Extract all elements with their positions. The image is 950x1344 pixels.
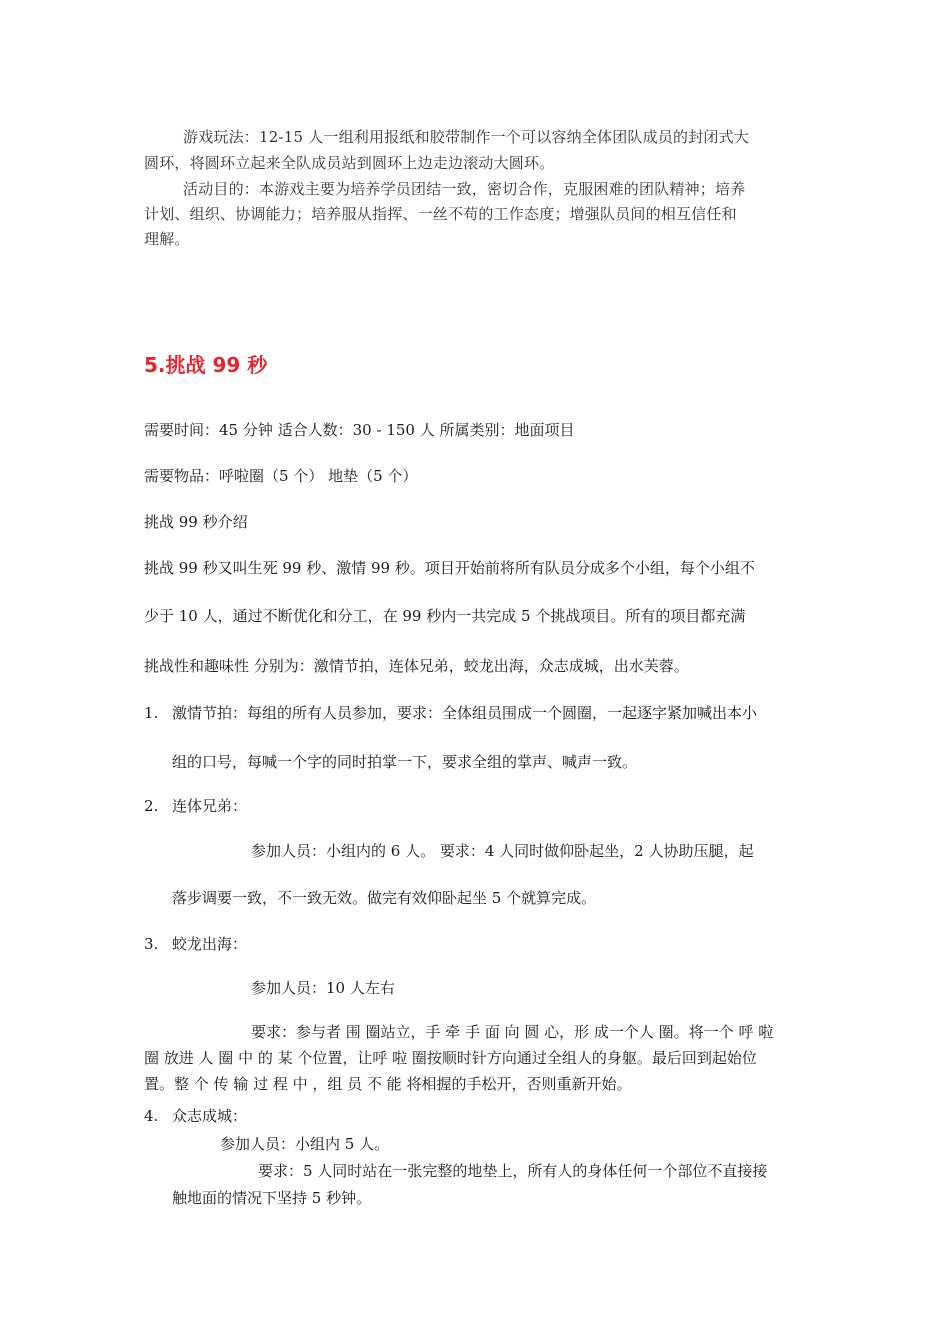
list-4-line1: 参加人员：小组内 5 人。 xyxy=(220,1135,390,1153)
intro-para2-line1: 活动目的：本游戏主要为培养学员团结一致，密切合作，克服困难的团队精神；培养 xyxy=(183,180,746,198)
list-4-title: 众志成城： xyxy=(172,1107,248,1125)
list-3-line1: 参加人员：10 人左右 xyxy=(251,979,395,997)
list-4-line2: 要求：5 人同时站在一张完整的地垫上，所有人的身体任何一个部位不直接接 xyxy=(258,1162,768,1180)
list-1-line2: 组的口号，每喊一个字的同时拍掌一下，要求全组的掌声、喊声一致。 xyxy=(172,753,638,771)
list-2-line1: 参加人员：小组内的 6 人。 要求：4 人同时做仰卧起坐，2 人协助压腿，起 xyxy=(251,842,754,860)
section-title: 5.挑战 99 秒 xyxy=(144,353,268,377)
list-number-3: 3. xyxy=(144,935,159,953)
list-4-line3: 触地面的情况下坚持 5 秒钟。 xyxy=(172,1189,372,1207)
list-2-line2: 落步调要一致，不一致无效。做完有效仰卧起坐 5 个就算完成。 xyxy=(172,889,597,907)
items-line: 需要物品：呼啦圈（5 个） 地垫（5 个） xyxy=(144,467,418,485)
list-1-line1: 激情节拍：每组的所有人员参加，要求：全体组员围成一个圆圈，一起逐字紧加喊出本小 xyxy=(172,704,758,722)
list-3-line2: 要求：参与者 围 圈站立，手 牵 手 面 向 圆 心，形 成一个人 圈。将一个 呼 啦 xyxy=(251,1023,774,1041)
intro-para1-line1: 游戏玩法：12-15 人一组利用报纸和胶带制作一个可以容纳全体团队成员的封闭式大 xyxy=(183,128,750,146)
list-number-4: 4. xyxy=(144,1107,159,1125)
list-number-2: 2. xyxy=(144,797,159,815)
intro-para2-line2: 计划、组织、协调能力；培养服从指挥、一丝不苟的工作态度；增强队员间的相互信任和 xyxy=(144,205,737,223)
meta-line: 需要时间：45 分钟 适合人数：30 - 150 人 所属类别：地面项目 xyxy=(144,421,575,439)
desc-line3: 挑战性和趣味性 分别为：激情节拍，连体兄弟，蛟龙出海，众志成城，出水芙蓉。 xyxy=(144,657,689,675)
list-3-line4: 置。整 个 传 输 过 程 中 ，组 员 不 能 将相握的手松开，否则重新开始。 xyxy=(144,1075,632,1093)
desc-line2: 少于 10 人，通过不断优化和分工，在 99 秒内一共完成 5 个挑战项目。所有的项目都充满 xyxy=(144,607,746,625)
list-2-title: 连体兄弟： xyxy=(172,797,248,815)
list-number-1: 1. xyxy=(144,704,159,722)
list-3-title: 蛟龙出海： xyxy=(172,935,248,953)
list-3-line3: 圈 放进 人 圈 中 的 某 个位置，让呼 啦 圈按顺时针方向通过全组人的身躯。最后回到起始位 xyxy=(144,1049,757,1067)
intro-heading: 挑战 99 秒介绍 xyxy=(144,513,248,531)
intro-para2-line3: 理解。 xyxy=(144,230,190,248)
intro-para1-line2: 圆环，将圆环立起来全队成员站到圆环上边走边滚动大圆环。 xyxy=(144,154,555,172)
desc-line1: 挑战 99 秒又叫生死 99 秒、激情 99 秒。项目开始前将所有队员分成多个小组，每个小组不 xyxy=(144,559,755,577)
